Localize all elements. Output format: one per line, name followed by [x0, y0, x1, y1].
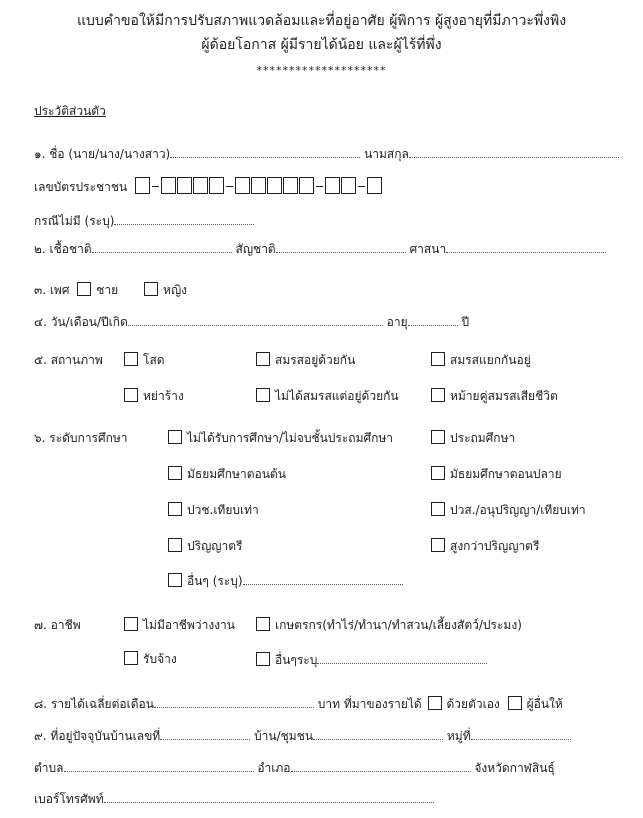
occupation-label: ๗. อาชีพ	[34, 618, 81, 632]
surname-label: นามสกุล	[364, 147, 409, 161]
option-hired-labor[interactable]	[124, 651, 177, 667]
nationality-field[interactable]	[276, 240, 406, 253]
id-digit-box[interactable]	[341, 177, 356, 194]
income-others-label: ผู้อื่นให้	[526, 697, 563, 711]
checkbox[interactable]	[124, 651, 138, 665]
option-high-vocational[interactable]	[431, 502, 586, 518]
income-source-label: บาท ที่มาของรายได้	[317, 697, 422, 711]
option-label: อื่นๆ (ระบุ)	[187, 574, 243, 588]
name-field[interactable]	[170, 145, 360, 158]
option-cohabiting[interactable]	[256, 388, 399, 404]
income-self-label: ด้วยตัวเอง	[446, 697, 500, 711]
phone-label: เบอร์โทรศัพท์	[34, 792, 104, 806]
tambon-field[interactable]	[64, 759, 254, 772]
checkbox[interactable]	[256, 388, 270, 402]
address-row-2	[34, 759, 555, 776]
section-heading-personal-history: ประวัติส่วนตัว	[34, 104, 106, 118]
q2-row	[34, 240, 606, 257]
checkbox[interactable]	[431, 430, 445, 444]
option-label: ปวส./อนุปริญญา/เทียบเท่า	[450, 503, 586, 517]
q1-row	[34, 145, 619, 162]
gender-female-label: หญิง	[163, 283, 188, 297]
checkbox[interactable]	[124, 352, 138, 366]
form-title-line-1: แบบคำขอให้มีการปรับสภาพแวดล้อมและที่อยู่อาศัย ผู้พิการ ผู้สูงอายุที่มีภาวะพึ่งพิง	[76, 13, 567, 29]
gender-male-checkbox[interactable]	[77, 282, 91, 296]
id-digit-box[interactable]	[251, 177, 266, 194]
moo-field[interactable]	[471, 727, 571, 740]
village-field[interactable]	[313, 727, 443, 740]
option-widowed[interactable]	[431, 388, 558, 404]
checkbox[interactable]	[168, 538, 182, 552]
checkbox[interactable]	[168, 430, 182, 444]
id-card-label: เลขบัตรประชาชน	[34, 180, 128, 194]
option-label: ประถมศึกษา	[450, 431, 516, 445]
option-upper-secondary[interactable]	[431, 466, 562, 482]
option-label: เกษตรกร(ทำไร่/ทำนา/ทำสวน/เลี้ยงสัตว์/ประมง)	[275, 618, 522, 632]
amphoe-field[interactable]	[291, 759, 471, 772]
q3-row	[34, 282, 187, 298]
income-label: ๘. รายได้เฉลี่ยต่อเดือน	[34, 697, 154, 711]
option-label: สูงกว่าปริญญาตรี	[450, 539, 540, 553]
option-above-bachelor[interactable]	[431, 538, 539, 554]
option-education-other[interactable]	[168, 572, 403, 589]
option-label: ไม่มีอาชีพว่างงาน	[143, 618, 235, 632]
village-label: บ้าน/ชุมชน	[254, 729, 314, 743]
checkbox[interactable]	[124, 388, 138, 402]
checkbox[interactable]	[431, 352, 445, 366]
checkbox[interactable]	[431, 538, 445, 552]
checkbox[interactable]	[124, 617, 138, 631]
gender-male-label: ชาย	[96, 283, 119, 297]
option-label: ปริญญาตรี	[187, 539, 243, 553]
id-digit-box[interactable]	[135, 177, 150, 194]
option-divorced[interactable]	[124, 388, 184, 404]
id-card-row	[34, 177, 383, 195]
checkbox[interactable]	[168, 573, 182, 587]
income-others-checkbox[interactable]	[508, 696, 522, 710]
option-farmer[interactable]	[256, 617, 522, 633]
gender-female-checkbox[interactable]	[144, 282, 158, 296]
id-digit-box[interactable]	[177, 177, 192, 194]
option-vocational-cert[interactable]	[168, 502, 259, 518]
province-label: จังหวัดกาฬสินธุ์	[474, 761, 555, 775]
checkbox[interactable]	[168, 466, 182, 480]
education-other-field[interactable]	[243, 572, 403, 585]
id-digit-box[interactable]	[299, 177, 314, 194]
option-label: ไม่ได้สมรสแต่อยู่ด้วยกัน	[275, 389, 399, 403]
option-bachelor[interactable]	[168, 538, 243, 554]
birthdate-field[interactable]	[128, 313, 383, 326]
marital-status-label: ๕. สถานภาพ	[34, 353, 103, 367]
moo-label: หมู่ที่	[446, 729, 471, 743]
house-number-field[interactable]	[160, 727, 250, 740]
q9-row	[34, 727, 571, 744]
age-label: อายุ	[386, 315, 408, 329]
no-id-row	[34, 212, 254, 229]
birthdate-label: ๔. วัน/เดือน/ปีเกิด	[34, 315, 128, 329]
id-digit-box[interactable]	[193, 177, 208, 194]
gender-label: ๓. เพศ	[34, 283, 70, 297]
checkbox[interactable]	[256, 617, 270, 631]
year-unit: ปี	[461, 315, 470, 329]
id-digit-box[interactable]	[209, 177, 224, 194]
phone-row	[34, 790, 434, 807]
tambon-label: ตำบล	[34, 761, 64, 775]
ethnicity-label: ๒. เชื้อชาติ	[34, 242, 92, 256]
checkbox[interactable]	[256, 352, 270, 366]
id-digit-box[interactable]	[325, 177, 340, 194]
option-married-separated[interactable]	[431, 352, 531, 368]
checkbox[interactable]	[256, 652, 270, 666]
option-no-education[interactable]	[168, 430, 393, 446]
occupation-other-field[interactable]	[317, 651, 487, 664]
option-occupation-other[interactable]	[256, 651, 487, 668]
id-digit-box[interactable]	[367, 177, 382, 194]
q8-row	[34, 695, 563, 712]
id-digit-box[interactable]	[283, 177, 298, 194]
q1-name-label: ๑. ชื่อ (นาย/นาง/นางสาว)	[34, 147, 171, 161]
id-digit-box[interactable]	[235, 177, 250, 194]
id-card-box-group[interactable]	[135, 177, 383, 195]
income-self-checkbox[interactable]	[428, 696, 442, 710]
option-label: สมรสแยกกันอยู่	[450, 353, 531, 367]
option-label: หม้ายคู่สมรสเสียชีวิต	[450, 389, 558, 403]
option-label: ปวช.เทียบเท่า	[187, 503, 259, 517]
title-separator-stars: ********************	[256, 64, 387, 77]
option-married-together[interactable]	[256, 352, 355, 368]
q4-row	[34, 313, 469, 330]
option-label: สมรสอยู่ด้วยกัน	[275, 353, 356, 367]
option-label: อื่นๆระบุ	[275, 653, 318, 667]
checkbox[interactable]	[431, 388, 445, 402]
checkbox[interactable]	[431, 466, 445, 480]
no-id-field[interactable]	[114, 212, 254, 225]
option-label: มัธยมศึกษาตอนต้น	[187, 467, 286, 481]
phone-field[interactable]	[104, 790, 434, 803]
ethnicity-field[interactable]	[92, 240, 232, 253]
option-primary[interactable]	[431, 430, 515, 446]
option-label: ไม่ได้รับการศึกษา/ไม่จบชั้นประถมศึกษา	[187, 431, 394, 445]
surname-field[interactable]	[409, 145, 619, 158]
option-lower-secondary[interactable]	[168, 466, 286, 482]
income-field[interactable]	[154, 695, 314, 708]
house-number-label: ๙. ที่อยู่ปัจจุบันบ้านเลขที่	[34, 729, 161, 743]
no-id-label: กรณีไม่มี (ระบุ)	[34, 214, 115, 228]
religion-label: ศาสนา	[409, 242, 447, 256]
option-label: หย่าร้าง	[143, 389, 184, 403]
religion-field[interactable]	[446, 240, 606, 253]
option-label: โสด	[143, 353, 165, 367]
age-field[interactable]	[408, 313, 458, 326]
option-label: รับจ้าง	[143, 652, 177, 666]
nationality-label: สัญชาติ	[235, 242, 276, 256]
id-digit-box[interactable]	[161, 177, 176, 194]
amphoe-label: อำเภอ	[257, 761, 291, 775]
option-label: มัธยมศึกษาตอนปลาย	[450, 467, 562, 481]
option-unemployed[interactable]	[124, 617, 235, 633]
checkbox[interactable]	[168, 502, 182, 516]
checkbox[interactable]	[431, 502, 445, 516]
option-single[interactable]	[124, 352, 165, 368]
education-label: ๖. ระดับการศึกษา	[34, 431, 128, 445]
form-title-line-2: ผู้ด้อยโอกาส ผู้มีรายได้น้อย และผู้ไร้ที่พึ่ง	[201, 37, 442, 53]
id-digit-box[interactable]	[267, 177, 282, 194]
